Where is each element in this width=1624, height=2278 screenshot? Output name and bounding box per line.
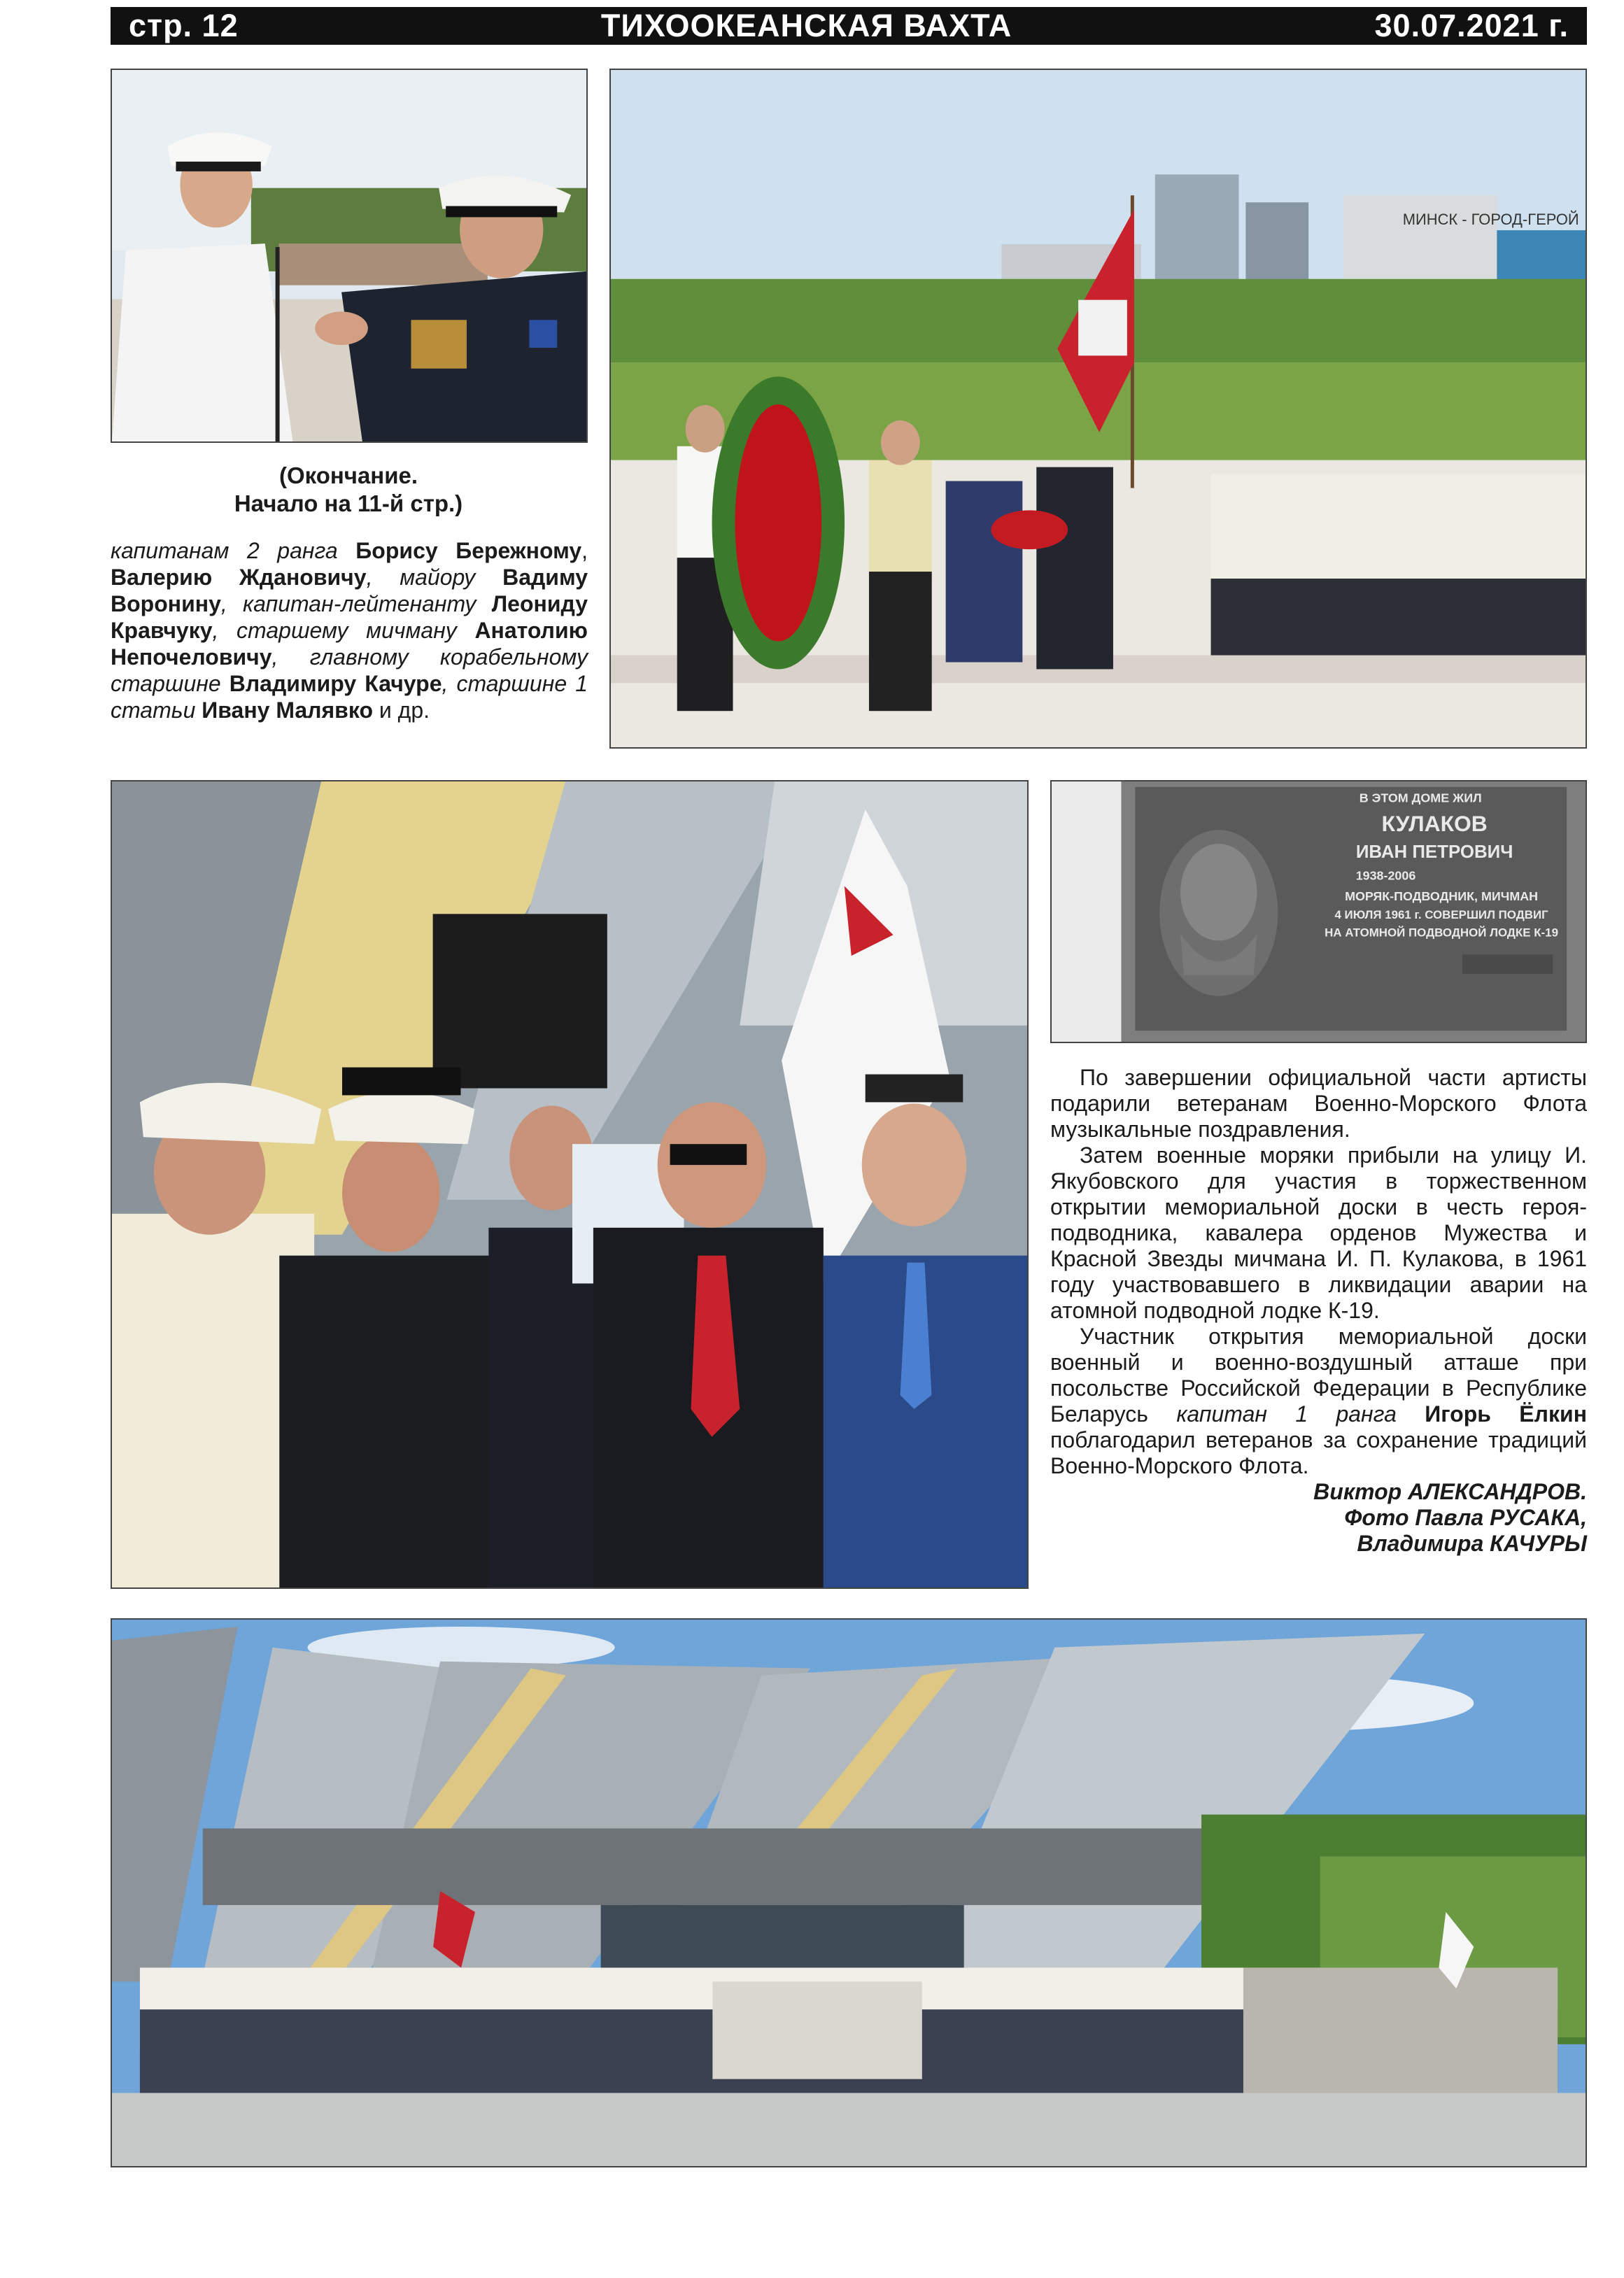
photo-officials (111, 780, 1029, 1589)
attache-text-end: поблагодарил ветеранов за сохранение традиций Военно-Морского Флота. (1050, 1427, 1587, 1478)
continuation-line-2: Начало на 11-й стр.) (234, 490, 463, 516)
person-name: Леониду Кравчуку (111, 591, 588, 643)
person-name: Валерию Ждановичу (111, 565, 367, 590)
plaque-line-2: КУЛАКОВ (1381, 811, 1488, 837)
text-rank: , майору (366, 565, 476, 590)
plaque-line-3: ИВАН ПЕТРОВИЧ (1355, 842, 1513, 862)
photo-credit-2: Владимира КАЧУРЫ (1357, 1531, 1587, 1556)
article-left-column (111, 537, 588, 723)
paragraph-plaque-opening: Затем военные моряки прибыли на улицу И. Якубовского для участия в торжественном открытии мемориальной доски в честь героя-подводника, кавалера орденов Мужества и Красной Звезды мичмана И. П. Кулакова, в 1961 году участвовавшего в ликвидации аварии на атомной подводной лодке К-19. (1050, 1142, 1587, 1323)
plaque-line-5: МОРЯК-ПОДВОДНИК, МИЧМАН (1345, 889, 1539, 904)
person-name: Анатолию Непочеловичу (111, 618, 588, 670)
person-name: Борису Бережному (355, 538, 582, 563)
photo-handshake (111, 69, 588, 443)
person-name: Ивану Малявко (202, 698, 373, 723)
newspaper-title: ТИХООКЕАНСКАЯ ВАХТА (600, 8, 1012, 43)
photo-group (111, 1618, 1587, 2167)
masthead (111, 7, 1587, 45)
plaque-line-1: В ЭТОМ ДОМЕ ЖИЛ (1359, 791, 1482, 805)
author-byline: Виктор АЛЕКСАНДРОВ. (1313, 1479, 1587, 1504)
plaque-line-6: 4 ИЮЛЯ 1961 г. СОВЕРШИЛ ПОДВИГ (1334, 907, 1548, 921)
issue-date: 30.07.2021 г. (1374, 8, 1569, 43)
attache-name: Игорь Ёлкин (1425, 1401, 1588, 1427)
attache-rank: капитан 1 ранга (1176, 1401, 1397, 1427)
continuation-note (111, 462, 586, 518)
text-sep: , (581, 538, 588, 563)
plaque-line-4: 1938-2006 (1355, 868, 1416, 883)
text-rank: , главному корабельному старшине (111, 644, 588, 696)
text-tail: и др. (379, 698, 430, 723)
award-list-paragraph (111, 537, 588, 723)
text-rank: , старшине 1 статьи (111, 671, 588, 723)
photo-credit-1: Фото Павла РУСАКА, (1344, 1505, 1587, 1530)
text-rank: , старшему мичману (212, 618, 457, 643)
text-rank: капитанам 2 ранга (111, 538, 338, 563)
photo-wreath-laying (609, 69, 1587, 749)
paragraph-concert: По завершении официальной части артисты подарили ветеранам Военно-Морского Флота музыкальные поздравления. (1050, 1065, 1587, 1142)
paragraph-attache (1050, 1324, 1587, 1479)
person-name: Владимиру Качуре (229, 671, 442, 696)
attache-text: Участник открытия мемориальной доски военный и военно-воздушный атташе при посольстве Российской Федерации в Республике Беларусь (1050, 1324, 1587, 1427)
article-right-column (1050, 1065, 1587, 1557)
person-name: Вадиму Воронину (111, 565, 588, 616)
page-number: стр. 12 (129, 8, 239, 43)
continuation-line-1: (Окончание. (278, 462, 418, 488)
text-rank: , капитан-лейтенанту (220, 591, 476, 616)
city-sign: МИНСК - ГОРОД-ГЕРОЙ (1402, 211, 1579, 229)
plaque-line-7: НА АТОМНОЙ ПОДВОДНОЙ ЛОДКЕ К-19 (1325, 926, 1558, 940)
photo-memorial-plaque (1050, 780, 1587, 1043)
